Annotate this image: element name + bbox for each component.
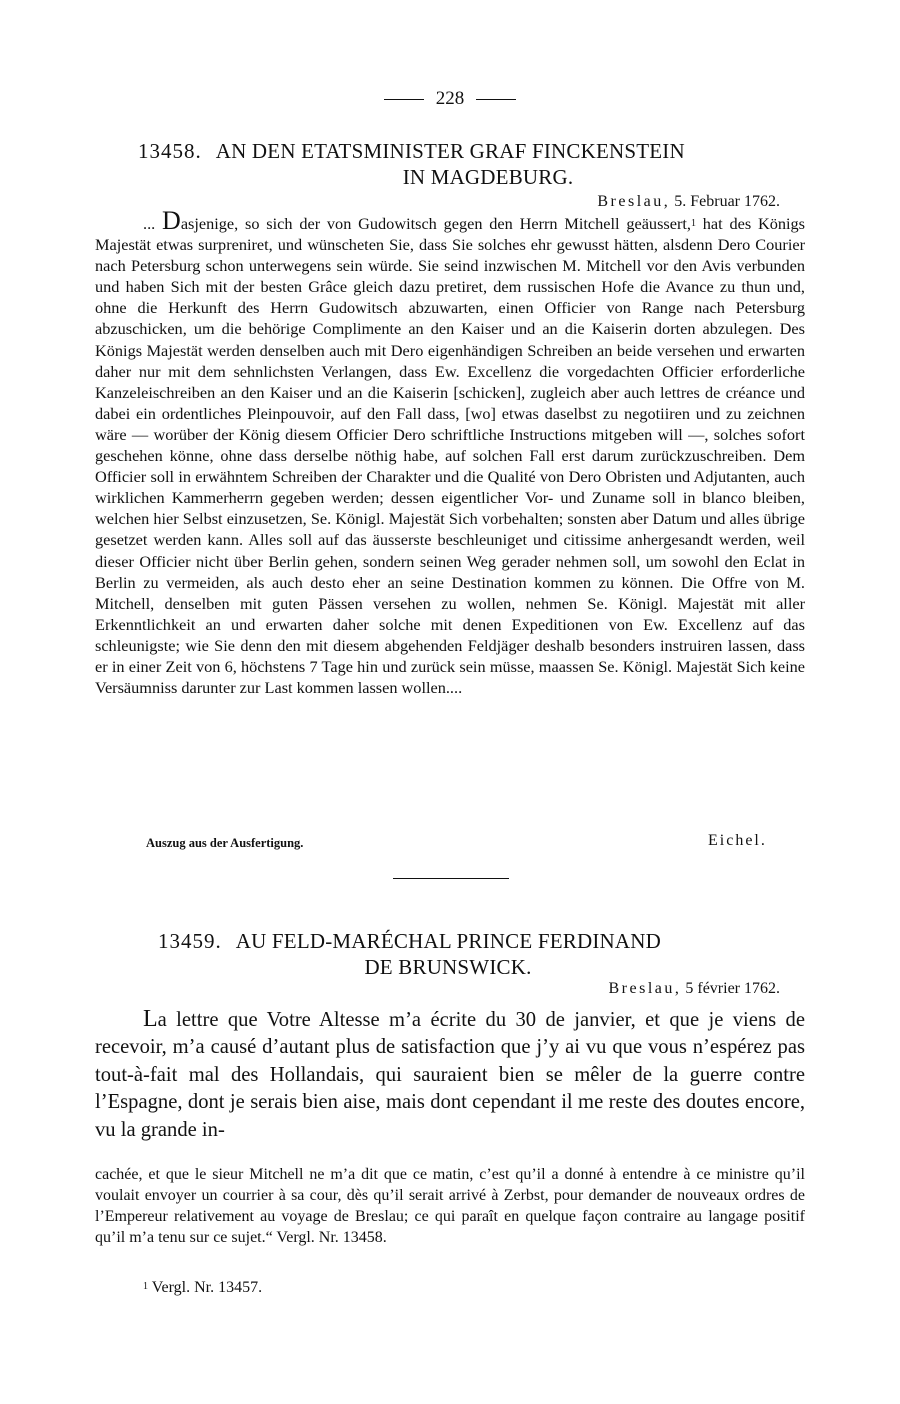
letter2-date: 5 février 1762.: [685, 980, 780, 997]
letter2-heading: [158, 928, 798, 980]
footnote-marker: 1: [690, 218, 696, 229]
footnote-1-marker: 1: [143, 1281, 148, 1292]
page-number-right-rule: [476, 99, 516, 100]
letter1-text-b: hat des Königs Majestät etwas surpreniret, und wünscheten Sie, dass Sie solches ehr gewusst hätten, alsdenn Dero Courier nach Petersburg schon unterwegens sein würde. Sie seind inzwischen M. Mitchell vor den Avis verbunden und haben Sich mit der besten Grâce gleich dazu pretiret, dem russischen Hofe die Avance zu thun und, ohne die Herkunft des Herrn Gudowitsch abzuwarten, einen Officier von Range nach Petersburg abzuschicken, um die behörige Complimente an den Kaiser und an die Kaiserin dorten abzulegen. Des Königs Majestät werden denselben auch mit Dero eigenhändigen Schreiben an beide versehen und erwarten daher nur mit dem sehnlichsten Verlangen, dass Ew. Excellenz die vorgedachten Officier erforderliche Kanzeleischreiben an den Kaiser und an die Kaiserin [schicken], zugleich aber auch lettres de créance und dabei ein ordentliches Pleinpouvoir, auf den Fall dass, [wo] etwas daselbst zu negotiiren und zu zeichnen wäre — worüber der König diesem Officier Dero schriftliche Instructions mitgeben will —, solches sofort geschehen könne, ohne dass derselbe nöthig habe, auf solchen Fall erst darum zurückzuschreiben. Dem Officier soll in erwähntem Schreiben der Charakter und die Qualité von Dero Obristen und Adjutanten, auch wirklichen Kammerherrn gegeben werden; dessen eigentlicher Vor- und Zuname soll in blanco bleiben, welchen hier Selbst einzusetzen, Se. Königl. Majestät Sich vorbehalten; sonsten aber Datum und alles übrige gesetzet werden kann. Alles soll auf das äusserste beschleuniget und citissime anhergesandt werden, weil dieser Officier nicht über Berlin gehen, sondern seinen Weg gerader nehmen soll, um sowohl den Eclat in Berlin zu vermeiden, als auch desto eher an seine Destination kommen zu können. Die Offre von M. Mitchell, denselben mit guten Pässen versehen zu wollen, nehmen Se. Königl. Majestät mit aller Erkenntlichkeit an und erwarten daher solche mit denen Expeditionen von Ew. Excellenz auf das schleunigste; wie Sie denn den mit diesem abgehenden Feldjäger deshalb besonders instruiren lassen, dass er in einer Zeit von 6, höchstens 7 Tage hin und zurück sein müsse, maassen Se. Königl. Majestät Sich keine Versäumniss darunter zur Last kommen lassen wollen....: [95, 214, 806, 698]
letter2-text: a lettre que Votre Altesse m’a écrite du 30 de janvier, et que je viens de recevoir, m’a causé d’autant plus de satisfaction que j’y ai vu que vous n’espérez pas tout-à-fait mal des Hollandais, qui sauraient bien se mêler de la guerre contre l’Espagne, dont je serais bien aise, mais dont cependant il me reste des doutes encore, vu la grande in-: [95, 1009, 805, 1141]
letter1-heading: [138, 138, 798, 190]
letter2-paragraph: [95, 1006, 805, 1144]
letter1-number: 13458.: [138, 139, 202, 163]
page-number-left-rule: [384, 99, 424, 100]
letter1-title-line2: IN MAGDEBURG.: [402, 165, 574, 189]
letter1-paragraph: [95, 206, 806, 698]
letter1-ellipsis: ...: [143, 214, 156, 233]
letter2-title-line1: AU FELD-MARÉCHAL PRINCE FERDINAND: [235, 929, 661, 953]
letter1-first-word: asjenige,: [180, 214, 239, 233]
page-number-line: [0, 88, 900, 110]
letter2-body: [95, 1006, 805, 1144]
letter2-title-line2: DE BRUNSWICK.: [364, 955, 532, 979]
letter2-place: Breslau,: [608, 980, 682, 997]
page-number: 228: [435, 88, 465, 109]
letter1-signature: Eichel.: [708, 832, 767, 849]
letter1-text-a: so sich der von Gudowitsch gegen den Herrn Mitchell geäussert,: [238, 214, 691, 233]
footnote-1: [143, 1279, 262, 1297]
footnote-continuation: [95, 1164, 805, 1248]
letter1-source-note: Auszug aus der Ausfertigung.: [146, 836, 304, 850]
letter2-dropcap: L: [143, 1006, 158, 1032]
footnote-continuation-text: cachée, et que le sieur Mitchell ne m’a dit que ce matin, c’est qu’il a donné à entendre à ce ministre qu’il voulait envoyer un courrier à sa cour, dès qu’il serait arrivé à Zerbst, pour demander de nouveaux ordres de l’Empereur relativement au voyage de Breslau; ce qui paraît en quelque façon contraire au langage positif qu’il m’a tenu sur ce sujet.“ Vergl. Nr. 13458.: [95, 1166, 805, 1246]
section-divider: [393, 878, 509, 879]
letter1-title-line1: AN DEN ETATSMINISTER GRAF FINCKENSTEIN: [215, 139, 685, 163]
letter1-dateline: [597, 192, 780, 212]
letter1-date: 5. Februar 1762.: [674, 193, 780, 210]
letter1-dropcap: D: [162, 206, 181, 235]
letter2-number: 13459.: [158, 929, 222, 953]
letter1-place: Breslau,: [597, 193, 671, 210]
letter1-body: [95, 206, 806, 698]
letter2-dateline: [608, 979, 780, 999]
footnote-1-text: Vergl. Nr. 13457.: [151, 1279, 263, 1296]
